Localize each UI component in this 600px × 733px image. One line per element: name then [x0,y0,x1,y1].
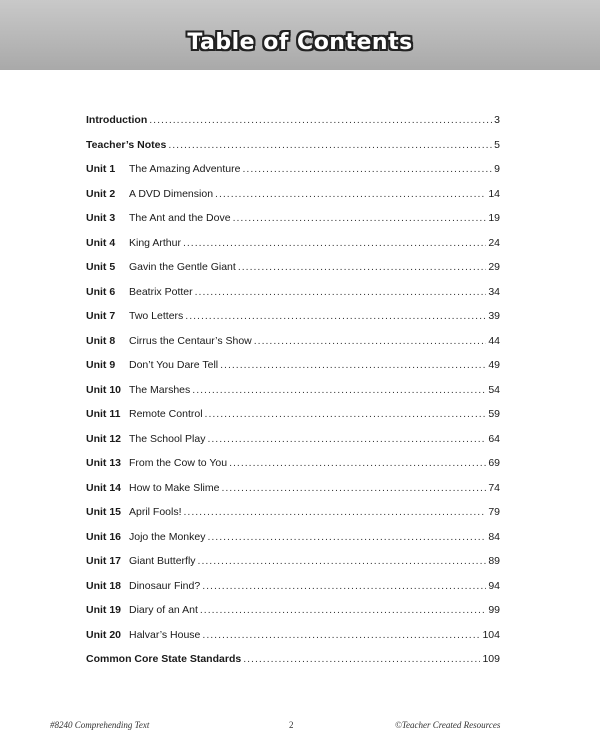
toc-row [86,653,500,678]
toc-row [86,212,500,237]
toc-entry-title: From the Cow to You [129,457,228,469]
toc-row [86,163,500,188]
toc-page-number: 64 [488,432,500,445]
toc-row [86,261,500,286]
toc-page-number: 69 [488,457,500,469]
toc-unit-label: Unit 5 [86,261,116,273]
toc-unit-label: Unit 19 [86,604,122,616]
toc-row [86,310,500,335]
toc-dot-leader [205,408,487,420]
toc-entry-title: The Amazing Adventure [129,163,241,175]
footer-book-title: #8240 Comprehending Text [50,720,150,730]
toc-row [86,114,500,139]
toc-page-number: 3 [494,114,500,126]
toc-dot-leader [202,629,480,641]
toc-unit-label: Unit 17 [86,555,122,567]
toc-entry-title: Cirrus the Centaur’s Show [129,334,252,347]
toc-dot-leader [192,384,486,396]
toc-page-number: 19 [488,212,500,224]
toc-dot-leader [168,139,492,151]
toc-page-number: 14 [488,187,500,200]
footer-page-number: 2 [289,720,294,730]
toc-entry-title: Dinosaur Find? [129,579,201,592]
toc-page-number: 94 [488,579,500,592]
toc-dot-leader [200,604,486,616]
toc-unit-label: Unit 12 [86,432,122,445]
toc-entry-title: The School Play [129,432,206,445]
toc-entry-title: The Marshes [129,383,191,396]
toc-page-number: 89 [488,555,500,567]
toc-page-number: 5 [494,138,500,151]
toc-entry-title: Two Letters [129,310,184,322]
toc-row [86,433,500,458]
toc-entry-title: The Ant and the Dove [129,212,231,224]
toc-row [86,604,500,629]
toc-row [86,188,500,213]
table-of-contents [86,114,500,678]
toc-entry-title: April Fools! [129,506,182,518]
toc-unit-label: Unit 18 [86,579,122,592]
toc-unit-label: Unit 7 [86,310,116,322]
toc-dot-leader [254,335,487,347]
toc-row [86,629,500,654]
toc-dot-leader [229,457,486,469]
footer-copyright: ©Teacher Created Resources [395,720,501,730]
toc-row [86,506,500,531]
toc-entry-title: Don’t You Dare Tell [129,359,219,371]
toc-row [86,335,500,360]
toc-page-number: 59 [488,408,500,420]
toc-dot-leader [202,580,486,592]
toc-dot-leader [243,653,480,665]
toc-page-number: 29 [488,261,500,273]
toc-dot-leader [220,359,486,371]
toc-dot-leader [195,286,487,298]
toc-dot-leader [207,433,486,445]
toc-entry-title: Beatrix Potter [129,285,193,298]
toc-dot-leader [198,555,487,567]
toc-unit-label: Unit 9 [86,359,116,371]
toc-dot-leader [233,212,487,224]
toc-unit-label: Unit 14 [86,481,122,494]
toc-dot-leader [215,188,486,200]
toc-entry-title: Gavin the Gentle Giant [129,261,236,273]
toc-page-number: 9 [494,163,500,175]
toc-row [86,457,500,482]
toc-unit-label: Unit 15 [86,506,122,518]
toc-entry-title: A DVD Dimension [129,187,214,200]
toc-page-number: 34 [488,285,500,298]
toc-unit-label: Unit 2 [86,187,116,200]
toc-dot-leader [185,310,486,322]
toc-unit-label: Unit 16 [86,530,122,543]
toc-dot-leader [238,261,487,273]
toc-page-number: 74 [488,481,500,494]
toc-dot-leader [243,163,493,175]
toc-unit-label: Unit 1 [86,163,116,175]
toc-page-number: 99 [488,604,500,616]
toc-entry-title: Jojo the Monkey [129,530,206,543]
toc-page-number: 49 [488,359,500,371]
toc-unit-label: Unit 8 [86,334,116,347]
toc-row [86,286,500,311]
toc-row [86,384,500,409]
toc-dot-leader [221,482,486,494]
toc-row [86,139,500,164]
toc-entry-title: Diary of an Ant [129,604,198,616]
toc-row [86,482,500,507]
toc-unit-label: Unit 20 [86,628,122,641]
toc-entry-title: Halvar’s House [129,628,201,641]
toc-dot-leader [149,114,492,126]
toc-page-number: 79 [488,506,500,518]
toc-row [86,531,500,556]
toc-row [86,555,500,580]
toc-page-number: 44 [488,334,500,347]
toc-unit-label: Unit 4 [86,236,116,249]
toc-unit-label: Unit 10 [86,383,122,396]
toc-dot-leader [184,506,487,518]
toc-entry-title: How to Make Slime [129,481,220,494]
toc-page-number: 109 [482,653,500,665]
toc-row [86,237,500,262]
toc-dot-leader [207,531,486,543]
toc-unit-label: Unit 11 [86,408,121,420]
toc-entry-title: Common Core State Standards [86,653,242,665]
toc-page-number: 104 [482,628,500,641]
toc-page-number: 24 [488,236,500,249]
toc-entry-title: Introduction [86,114,148,126]
toc-row [86,408,500,433]
page-title: Table of Contents [187,30,413,55]
toc-dot-leader [183,237,486,249]
toc-row [86,359,500,384]
toc-page-number: 54 [488,383,500,396]
toc-page-number: 39 [488,310,500,322]
toc-unit-label: Unit 3 [86,212,116,224]
toc-entry-title: Teacher’s Notes [86,138,167,151]
toc-unit-label: Unit 13 [86,457,122,469]
toc-entry-title: King Arthur [129,236,181,249]
toc-unit-label: Unit 6 [86,285,116,298]
toc-entry-title: Remote Control [129,408,203,420]
toc-row [86,580,500,605]
toc-entry-title: Giant Butterfly [129,555,196,567]
toc-page-number: 84 [488,530,500,543]
